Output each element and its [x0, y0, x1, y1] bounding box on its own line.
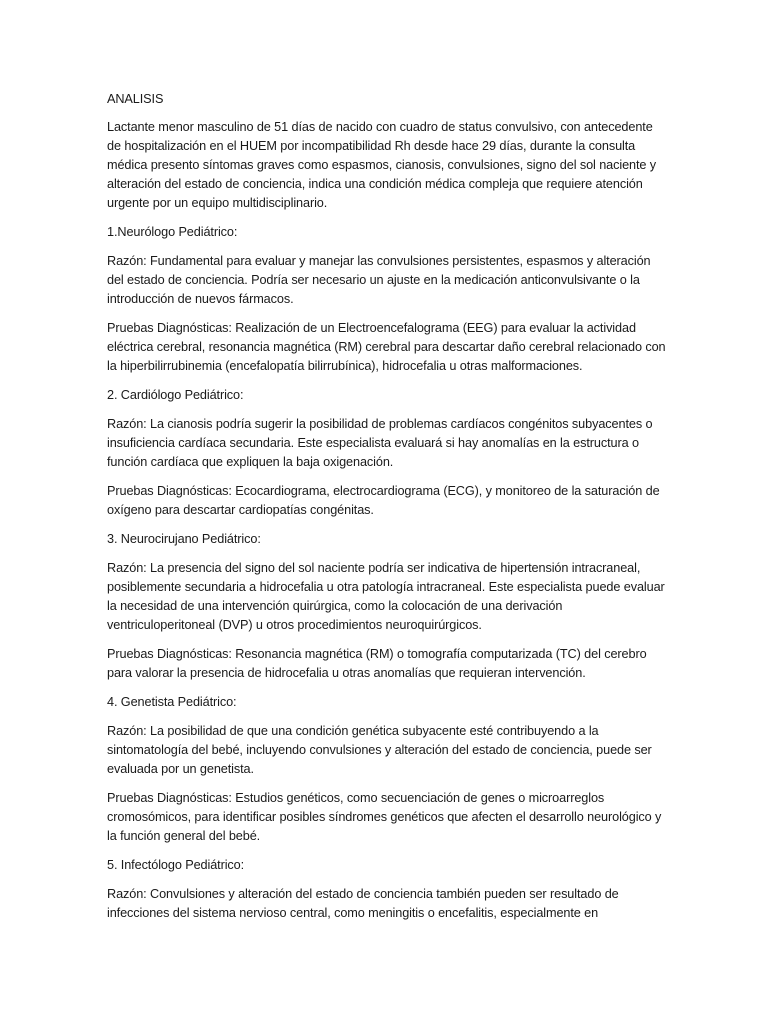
section-razon-genetista: Razón: La posibilidad de que una condición genética subyacente esté contribuyendo a la sintomatología del bebé, incluyendo convulsiones y alteración del estado de conciencia, puede ser evaluada por un genetista.: [107, 724, 652, 776]
section-razon-infectologo: Razón: Convulsiones y alteración del estado de conciencia también pueden ser resultado de infecciones del sistema nervioso central, como meningitis o encefalitis, especialmente en: [107, 887, 619, 920]
section-title-neurologo: 1.Neurólogo Pediátrico:: [107, 225, 238, 239]
section-title-neurocirujano: 3. Neurocirujano Pediátrico:: [107, 532, 261, 546]
section-pruebas-cardiologo: Pruebas Diagnósticas: Ecocardiograma, electrocardiograma (ECG), y monitoreo de la saturación de oxígeno para descartar cardiopatías congénitas.: [107, 484, 660, 517]
section-pruebas-genetista: Pruebas Diagnósticas: Estudios genéticos, como secuenciación de genes o microarreglos cromosómicos, para identificar posibles síndromes genéticos que afecten el desarrollo neurológico y la función general del bebé.: [107, 791, 662, 843]
section-pruebas-neurocirujano: Pruebas Diagnósticas: Resonancia magnética (RM) o tomografía computarizada (TC) del cerebro para valorar la presencia de hidrocefalia u otras anomalías que requieran intervención.: [107, 647, 647, 680]
intro-paragraph: Lactante menor masculino de 51 días de nacido con cuadro de status convulsivo, con antecedente de hospitalización en el HUEM por incompatibilidad Rh desde hace 29 días, durante la consulta médica presento síntomas graves como espasmos, cianosis, convulsiones, signo del sol naciente y alteración del estado de conciencia, indica una condición médica compleja que requiere atención urgente por un equipo multidisciplinario.: [107, 120, 657, 210]
section-title-cardiologo: 2. Cardiólogo Pediátrico:: [107, 388, 244, 402]
section-title-genetista: 4. Genetista Pediátrico:: [107, 695, 237, 709]
document-page: [107, 90, 667, 933]
section-pruebas-neurologo: Pruebas Diagnósticas: Realización de un Electroencefalograma (EEG) para evaluar la actividad eléctrica cerebral, resonancia magnética (RM) cerebral para descartar daño cerebral relacionado con la hiperbilirrubinemia (encefalopatía bilirrubínica), hidrocefalia u otras malformaciones.: [107, 321, 666, 373]
section-razon-cardiologo: Razón: La cianosis podría sugerir la posibilidad de problemas cardíacos congénitos subyacentes o insuficiencia cardíaca secundaria. Este especialista evaluará si hay anomalías en la estructura o función cardíaca que expliquen la baja oxigenación.: [107, 417, 653, 469]
section-razon-neurologo: Razón: Fundamental para evaluar y manejar las convulsiones persistentes, espasmos y alteración del estado de conciencia. Podría ser necesario un ajuste en la medicación anticonvulsivante o la introducción de nuevos fármacos.: [107, 254, 651, 306]
document-heading: ANALISIS: [107, 92, 164, 106]
section-razon-neurocirujano: Razón: La presencia del signo del sol naciente podría ser indicativa de hipertensión intracraneal, posiblemente secundaria a hidrocefalia u otra patología intracraneal. Este especialista puede evaluar la necesidad de una intervención quirúrgica, como la colocación de una derivación ventriculoperitoneal (DVP) u otros procedimientos neuroquirúrgicos.: [107, 561, 665, 632]
section-title-infectologo: 5. Infectólogo Pediátrico:: [107, 858, 245, 872]
